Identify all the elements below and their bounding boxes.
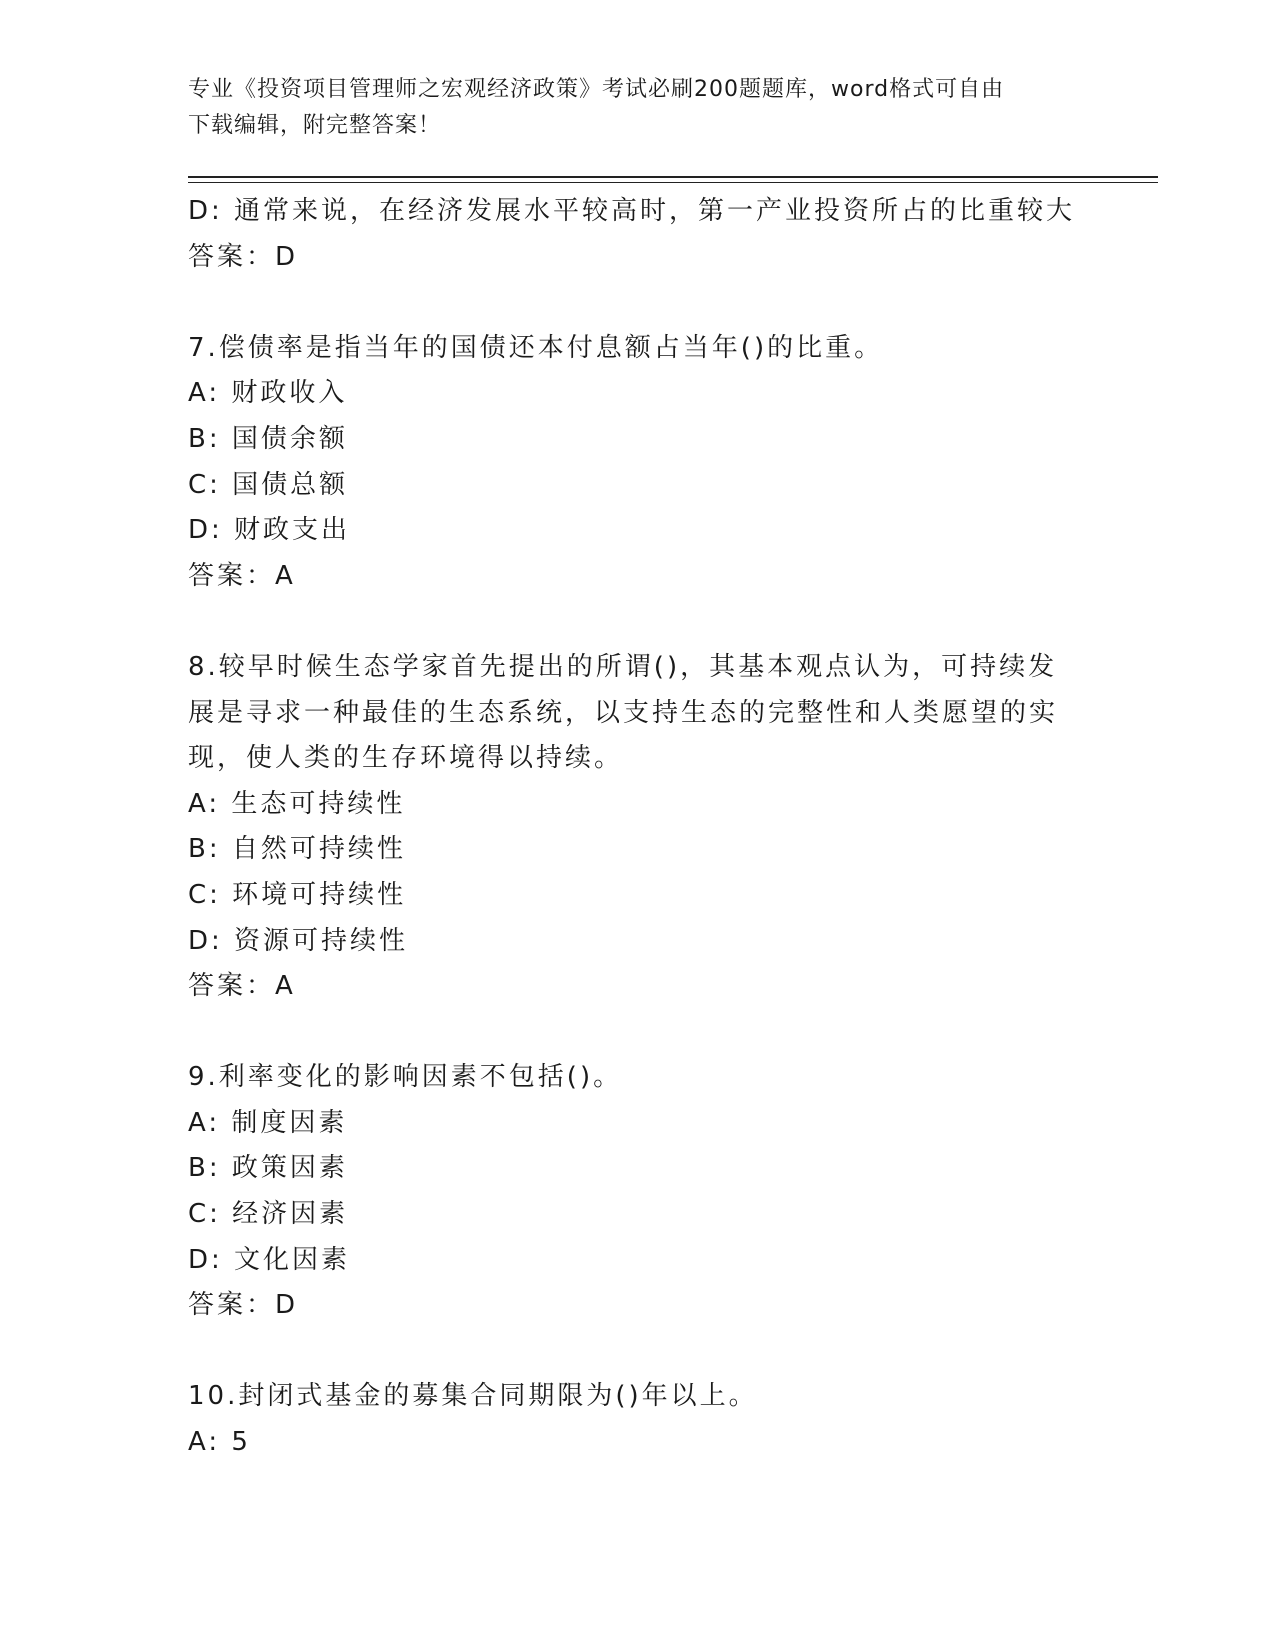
option-a: A: 财政收入 [188, 378, 348, 409]
option-d: D: 文化因素 [188, 1244, 351, 1275]
option-b: B: 国债余额 [188, 423, 348, 454]
answer-continued: 答案：D [188, 241, 299, 272]
question-stem: 9.利率变化的影响因素不包括()。 [188, 1062, 623, 1093]
question-stem-line-3: 现，使人类的生存环境得以持续。 [188, 743, 624, 774]
spacer [188, 280, 1088, 326]
option-d: D: 财政支出 [188, 515, 351, 546]
option-c: C: 国债总额 [188, 469, 349, 500]
option-b: B: 政策因素 [188, 1153, 348, 1184]
option-c: C: 环境可持续性 [188, 879, 407, 910]
option-b: B: 自然可持续性 [188, 834, 406, 865]
answer: 答案：A [188, 971, 296, 1002]
question-stem: 10.封闭式基金的募集合同期限为()年以上。 [188, 1381, 758, 1412]
header-line-1: 专业《投资项目管理师之宏观经济政策》考试必刷200题题库，word格式可自由 [188, 77, 1005, 102]
question-list [188, 189, 1088, 1466]
question-9 [188, 1055, 1088, 1329]
header-rule-thick [188, 176, 1158, 178]
header-rule-thin [188, 182, 1158, 183]
answer: 答案：D [188, 1290, 299, 1321]
question-stem-line-2: 展是寻求一种最佳的生态系统，以支持生态的完整性和人类愿望的实 [188, 697, 1059, 728]
spacer [188, 1010, 1088, 1056]
question-8 [188, 645, 1088, 1010]
header-line-2: 下载编辑，附完整答案！ [188, 113, 442, 138]
question-stem-line-1: 8.较早时候生态学家首先提出的所谓()，其基本观点认为，可持续发 [188, 651, 1058, 682]
question-10 [188, 1374, 1088, 1465]
option-d: D: 资源可持续性 [188, 925, 409, 956]
spacer [188, 599, 1088, 645]
option-a: A: 制度因素 [188, 1107, 348, 1138]
option-a: A: 5 [188, 1427, 251, 1458]
answer: 答案：A [188, 560, 296, 591]
option-c: C: 经济因素 [188, 1199, 349, 1230]
question-stem: 7.偿债率是指当年的国债还本付息额占当年()的比重。 [188, 332, 884, 363]
document-header [188, 72, 1088, 144]
question-7 [188, 326, 1088, 600]
option-d-continued: D: 通常来说，在经济发展水平较高时，第一产业投资所占的比重较大 [188, 196, 1076, 226]
spacer [188, 1329, 1088, 1375]
option-a: A: 生态可持续性 [188, 788, 406, 819]
